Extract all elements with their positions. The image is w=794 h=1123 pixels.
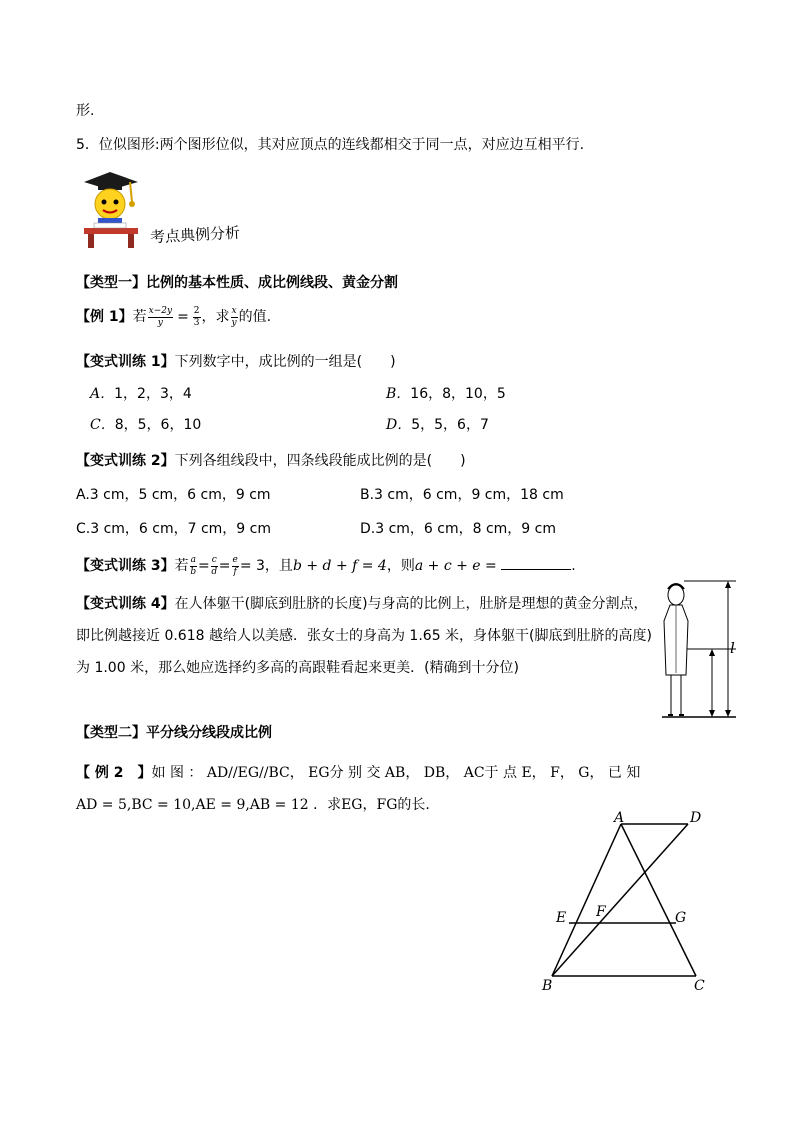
example-2-line-1 — [76, 762, 640, 782]
segment-ab — [552, 824, 621, 976]
variant-3-then: ，则 — [386, 558, 415, 574]
variant-3-pre: 若 — [174, 558, 189, 574]
example-2-line-1-text: 如 图 ： AD//EG//BC， EG分 别 交 AB， DB， AC于 点 E， F， G， 已 知 — [151, 765, 641, 781]
continued-text: 形. — [76, 103, 95, 119]
fraction-x-over-y: $\frac{x}{y}$ — [231, 305, 237, 328]
variant-2-option-b: B.3 cm，6 cm，9 cm，18 cm — [360, 487, 564, 503]
variant-1 — [76, 351, 396, 371]
type-1-bracket: 【类型一】 — [76, 275, 146, 291]
type-1-heading — [76, 272, 398, 292]
variant-2-label: 【变式训练 2】 — [76, 453, 175, 469]
label-b: B — [542, 978, 553, 994]
example-2-label: 【 例 2 】 — [76, 765, 152, 781]
equals-sign: = — [177, 309, 189, 325]
variant-1-option-c: C．8，5，6，10 — [90, 417, 202, 433]
variant-1-option-d: D．5，5，6，7 — [386, 417, 489, 433]
label-f: F — [596, 904, 606, 920]
type-2-title: 平分线分线段成比例 — [146, 725, 272, 741]
fraction-x-minus-2y-over-y: $\frac{x-2y}{y}$ — [148, 305, 173, 328]
fraction-2-over-3: $\frac{2}{3}$ — [193, 305, 200, 328]
example-1-post: 的值. — [238, 309, 272, 325]
variant-1-option-b: B．16，8，10，5 — [386, 386, 506, 402]
variant-2 — [76, 450, 466, 470]
fraction-a-over-b: $\frac{a}{b}$ — [190, 554, 197, 577]
type-1-title: 比例的基本性质、成比例线段、黄金分割 — [146, 275, 398, 291]
variant-4-text: 在人体躯干(脚底到肚脐的长度)与身高的比例上，肚脐是理想的黄金分割点，即比例越接近 0.618 越给人以美感．张女士的身高为 1.65 米，身体躯干(脚底到肚脐的高度)为 1.00 米，那么她应选择约多高的高跟鞋看起来更美．(精确到十分位) — [76, 596, 652, 676]
label-d: D — [690, 810, 702, 826]
example-1-label: 【例 1】 — [76, 309, 133, 325]
example-1-pre: 若 — [132, 309, 147, 325]
variant-4-label: 【变式训练 4】 — [76, 596, 175, 612]
variant-3: 【变式训练 3】若 $\frac{a}{b}$ = $\frac{c}{d}$ = $\frac{e}{f}$ = 3，且b + d + f = 4，则a + c + e = . — [76, 554, 576, 577]
type-2-bracket: 【类型二】 — [76, 725, 146, 741]
segment-db — [552, 824, 688, 976]
scholar-mascot-icon — [80, 168, 142, 250]
variant-1-label: 【变式训练 1】 — [76, 354, 175, 370]
label-e: E — [556, 910, 567, 926]
variant-1-option-a: A．1，2，3，4 — [90, 386, 192, 402]
variant-1-text: 下列数字中，成比例的一组是( ) — [174, 354, 396, 370]
variant-2-option-a: A.3 cm，5 cm，6 cm，9 cm — [76, 487, 271, 503]
example-2-line-2: AD = 5,BC = 10,AE = 9,AB = 12 ．求EG，FG的长. — [76, 797, 430, 813]
type-2-heading — [76, 722, 272, 742]
variant-3-sum: b + d + f = 4 — [292, 558, 387, 574]
fraction-c-over-d: $\frac{c}{d}$ — [211, 554, 218, 577]
label-c: C — [694, 978, 705, 994]
variant-3-equals-3: = 3，且 — [239, 558, 293, 574]
answer-blank[interactable] — [501, 557, 571, 570]
variant-2-text: 下列各组线段中，四条线段能成比例的是( ) — [174, 453, 466, 469]
label-a: A — [614, 810, 625, 826]
fraction-e-over-f: $\frac{e}{f}$ — [232, 554, 238, 577]
section-banner: 考点典例分析 — [149, 223, 241, 247]
trapezoid-geometry-figure — [536, 808, 726, 998]
human-height-figure — [660, 575, 740, 723]
example-1 — [76, 306, 271, 328]
segment-ac — [621, 824, 696, 976]
label-g: G — [675, 910, 687, 926]
example-1-mid: ，求 — [201, 309, 230, 325]
variant-3-label: 【变式训练 3】 — [76, 558, 175, 574]
variant-2-option-c: C.3 cm，6 cm，7 cm，9 cm — [76, 521, 271, 537]
height-label-l: l — [730, 639, 735, 657]
item-5-definition: 5．位似图形:两个图形位似，其对应顶点的连线都相交于同一点，对应边互相平行. — [76, 137, 585, 153]
variant-3-ask: a + c + e = — [414, 558, 497, 574]
variant-4 — [76, 588, 654, 684]
variant-2-option-d: D.3 cm，6 cm，8 cm，9 cm — [360, 521, 556, 537]
